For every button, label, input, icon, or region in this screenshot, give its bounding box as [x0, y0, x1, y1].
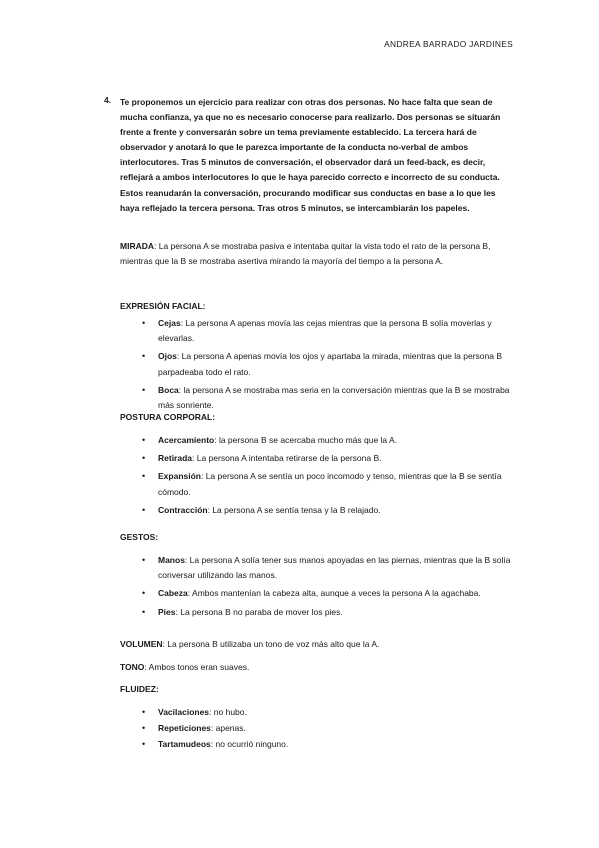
list-item [142, 451, 522, 466]
bullet-icon: • [142, 555, 146, 565]
list-item [142, 433, 522, 448]
list-item [142, 553, 522, 583]
mirada-text: : La persona A se mostraba pasiva e intentaba quitar la vista todo el rato de la persona B, mientras que la B se mostraba asertiva mirando la mayoría del tiempo a la persona A. [120, 241, 491, 267]
list-item [142, 586, 522, 601]
bullet-icon: • [142, 453, 146, 464]
item-text: : la persona A se mostraba mas seria en la conversación mientras que la B se mostraba más sonriente. [158, 384, 510, 411]
item-label: Repeticiones [158, 723, 211, 734]
bullet-icon: • [142, 707, 146, 717]
list-item [142, 503, 522, 518]
item-text: : La persona A apenas movía los ojos y apartaba la mirada, mientras que la persona B parpadeaba todo el rato. [158, 351, 502, 377]
bullet-icon: • [142, 384, 146, 395]
question-text: Te proponemos un ejercicio para realizar con otras dos personas. No hace falta que sean de mucha confianza, ya que no es necesario conocerse para realizarlo. Dos personas se situarán frente a frente y conversarán sobre un tema previamente establecido. La tercera hará de observador y anotará lo que le parezca importante de la conducta no-verbal de ambos interlocutores. Tras 5 minutos de conversación, el observador dará un feed-back, es decir, reflejará a ambos interlocutores lo que le haya parecido correcto e incorrecto de su conducta. Estos reanudarán la conversación, procurando modificar sus conductas en base a lo que les haya reflejado la tercera persona. Tras otros 5 minutos, se intercambiarán los papeles. [120, 97, 501, 213]
item-label: Contracción [158, 504, 208, 515]
question-number: 4. [104, 95, 112, 105]
list-item [142, 383, 522, 413]
list-item [142, 721, 522, 736]
gestos-list [142, 553, 522, 623]
postura-corporal-list [142, 433, 522, 521]
bullet-icon: • [142, 471, 146, 482]
item-text: : La persona A intentaba retirarse de la persona B. [192, 453, 382, 464]
bullet-icon: • [142, 318, 146, 328]
bullet-icon: • [142, 588, 146, 599]
item-label: Boca [158, 384, 179, 395]
tono-label: TONO [120, 662, 145, 672]
volumen-text: : La persona B utilizaba un tono de voz más alto que la A. [162, 639, 380, 649]
bullet-icon: • [142, 606, 146, 617]
item-label: Pies [158, 606, 176, 617]
expresion-facial-title: EXPRESIÓN FACIAL: [120, 301, 206, 311]
list-item [142, 737, 522, 752]
postura-corporal-title: POSTURA CORPORAL: [120, 412, 216, 422]
question-block [104, 95, 516, 216]
item-text: : La persona A se sentía un poco incomodo y tenso, mientras que la B se sentía cómodo. [158, 471, 502, 497]
item-label: Manos [158, 555, 185, 565]
item-label: Expansión [158, 471, 201, 482]
bullet-icon: • [142, 504, 146, 515]
item-label: Cejas [158, 318, 181, 328]
item-text: : La persona A solía tener sus manos apoyadas en las piernas, mientras que la B solía conversar utilizando las manos. [158, 555, 511, 581]
expresion-facial-list [142, 316, 522, 416]
bullet-icon: • [142, 435, 146, 445]
fluidez-list [142, 705, 522, 754]
item-label: Cabeza [158, 588, 188, 599]
bullet-icon: • [142, 351, 146, 362]
item-text: : no hubo. [209, 707, 247, 717]
item-text: : apenas. [210, 723, 246, 734]
item-label: Vacilaciones [158, 707, 210, 717]
tono-paragraph [120, 660, 520, 675]
item-label: Acercamiento [158, 435, 215, 445]
mirada-label: MIRADA [120, 241, 154, 251]
list-item [142, 605, 522, 620]
item-text: : no ocurrió ninguno. [210, 739, 289, 750]
item-text: : La persona B no paraba de mover los pies. [175, 606, 343, 617]
fluidez-title: FLUIDEZ: [120, 684, 159, 694]
list-item [142, 349, 522, 379]
bullet-icon: • [142, 739, 146, 750]
mirada-paragraph [120, 239, 520, 270]
volumen-paragraph [120, 637, 520, 652]
header-author: ANDREA BARRADO JARDINES [384, 39, 513, 49]
list-item [142, 705, 522, 720]
bullet-icon: • [142, 723, 146, 734]
tono-text: : Ambos tonos eran suaves. [144, 662, 250, 672]
volumen-label: VOLUMEN [120, 639, 163, 649]
gestos-title: GESTOS: [120, 532, 159, 542]
item-label: Ojos [158, 351, 177, 362]
item-text: : la persona B se acercaba mucho más que la A. [214, 435, 398, 445]
item-label: Retirada [158, 453, 193, 464]
list-item [142, 316, 522, 346]
item-text: : La persona A se sentía tensa y la B relajado. [207, 504, 381, 515]
list-item [142, 469, 522, 499]
item-text: : La persona A apenas movía las cejas mientras que la persona B solía moverlas y elevarlas. [158, 318, 492, 344]
item-text: : Ambos mantenían la cabeza alta, aunque a veces la persona A la agachaba. [187, 588, 481, 599]
item-label: Tartamudeos [158, 739, 211, 750]
